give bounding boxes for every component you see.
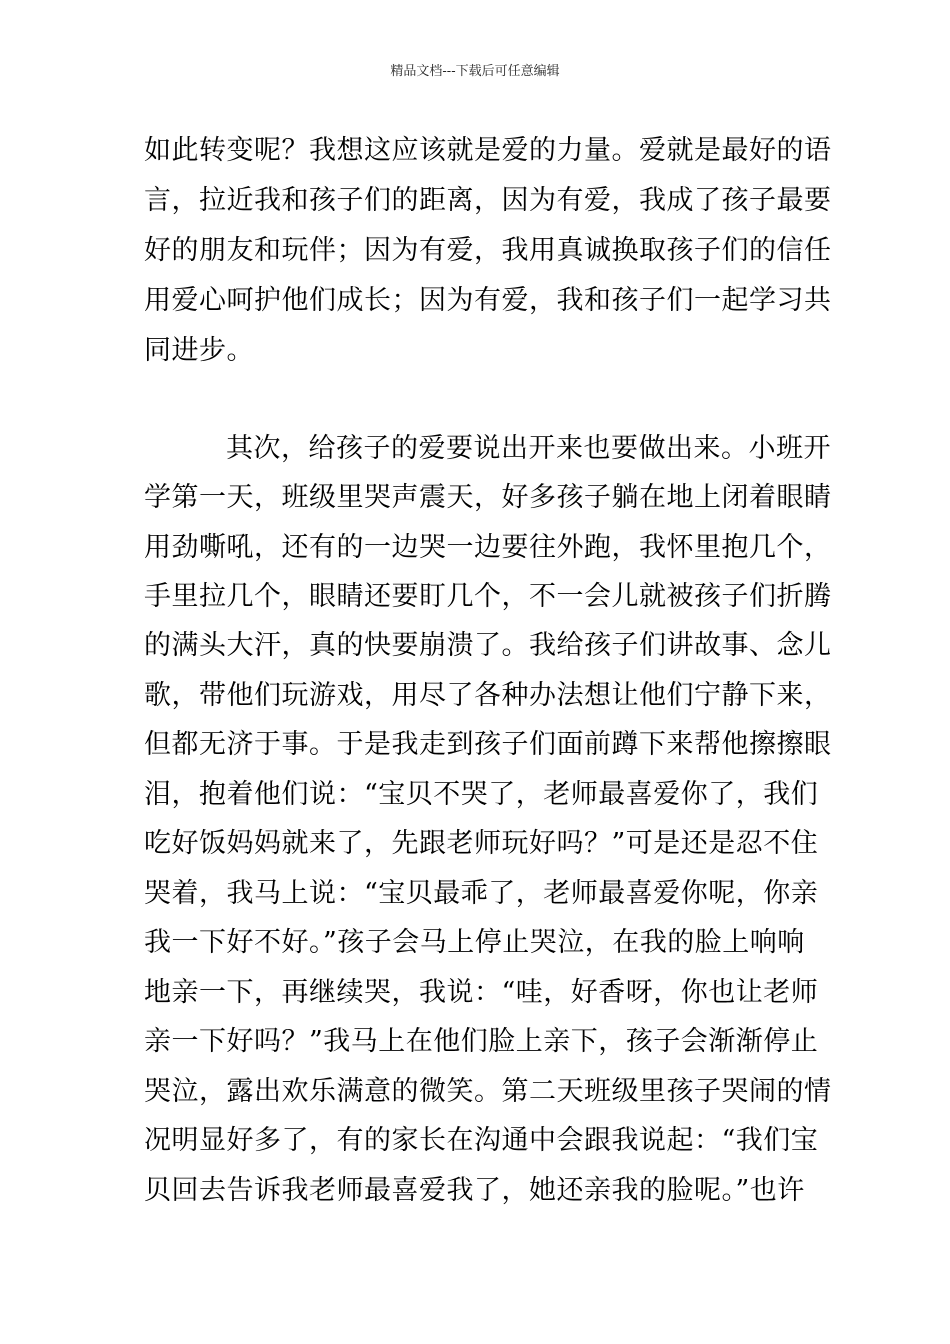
text-line: 用劲嘶吼，还有的一边哭一边要往外跑，我怀里抱几个， <box>144 532 832 563</box>
text-line: 地亲一下，再继续哭，我说：“哇，好香呀，你也让老师 <box>144 977 819 1008</box>
text-line: 学第一天，班级里哭声震天，好多孩子躺在地上闭着眼睛 <box>144 482 832 513</box>
page-header: 精品文档---下载后可任意编辑 <box>390 64 560 79</box>
text-line: 言，拉近我和孩子们的距离，因为有爱，我成了孩子最要 <box>144 185 832 216</box>
text-line: 哭泣，露出欢乐满意的微笑。第二天班级里孩子哭闹的情 <box>144 1076 832 1107</box>
text-line: 贝回去告诉我老师最喜爱我了，她还亲我的脸呢。”也许 <box>144 1175 805 1206</box>
text-line: 泪，抱着他们说：“宝贝不哭了，老师最喜爱你了，我们 <box>144 779 819 810</box>
text-line: 亲一下好吗？”我马上在他们脸上亲下，孩子会渐渐停止 <box>144 1026 819 1057</box>
text-line: 如此转变呢？我想这应该就是爱的力量。爱就是最好的语 <box>144 135 832 166</box>
text-line: 同进步。 <box>144 335 254 366</box>
text-line: 手里拉几个，眼睛还要盯几个，不一会儿就被孩子们折腾 <box>144 581 832 612</box>
text-line: 歌，带他们玩游戏，用尽了各种办法想让他们宁静下来， <box>144 680 832 711</box>
text-line: 好的朋友和玩伴；因为有爱，我用真诚换取孩子们的信任 <box>144 235 832 266</box>
text-line-indented: 其次，给孩子的爱要说出开来也要做出来。小班开 <box>226 433 831 464</box>
text-line: 但都无济于事。于是我走到孩子们面前蹲下来帮他擦擦眼 <box>144 729 832 760</box>
text-line: 吃好饭妈妈就来了，先跟老师玩好吗？”可是还是忍不住 <box>144 828 819 859</box>
text-line: 用爱心呵护他们成长；因为有爱，我和孩子们一起学习共 <box>144 285 832 316</box>
text-line: 的满头大汗，真的快要崩溃了。我给孩子们讲故事、念儿 <box>144 630 832 661</box>
text-line: 哭着，我马上说：“宝贝最乖了，老师最喜爱你呢，你亲 <box>144 878 819 909</box>
text-line: 况明显好多了，有的家长在沟通中会跟我说起：“我们宝 <box>144 1125 819 1156</box>
text-line: 我一下好不好。”孩子会马上停止哭泣，在我的脸上响响 <box>144 927 805 958</box>
